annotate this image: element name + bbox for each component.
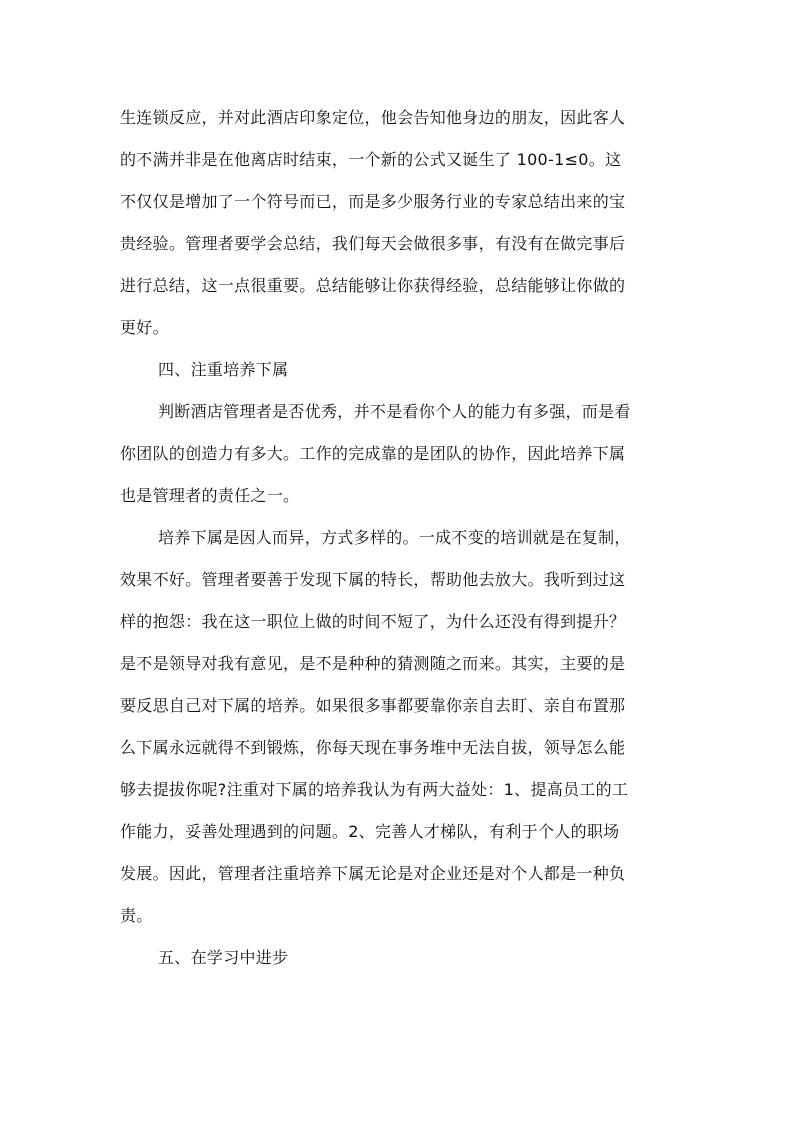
- paragraph-3-line-7: 够去提拔你呢?注重对下属的培养我认为有两大益处：1、提高员工的工: [120, 780, 629, 799]
- paragraph-2-line-2: 你团队的创造力有多大。工作的完成靠的是团队的协作，因此培养下属: [120, 444, 626, 463]
- section-heading-5: 五、在学习中进步: [158, 948, 289, 967]
- paragraph-3-line-5: 要反思自己对下属的培养。如果很多事都要靠你亲自去盯、亲自布置那: [120, 696, 626, 715]
- paragraph-3-line-10: 责。: [120, 906, 153, 925]
- paragraph-1-line-3: 不仅仅是增加了一个符号而已，而是多少服务行业的专家总结出来的宝: [120, 192, 626, 211]
- paragraph-1-line-6: 更好。: [120, 318, 169, 337]
- paragraph-3-line-2: 效果不好。管理者要善于发现下属的特长，帮助他去放大。我听到过这: [120, 570, 626, 589]
- section-heading-4: 四、注重培养下属: [158, 360, 289, 379]
- paragraph-3-line-4: 是不是领导对我有意见，是不是种种的猜测随之而来。其实，主要的是: [120, 654, 626, 673]
- paragraph-1-line-4: 贵经验。管理者要学会总结，我们每天会做很多事，有没有在做完事后: [120, 234, 626, 253]
- paragraph-3-line-6: 么下属永远就得不到锻炼，你每天现在事务堆中无法自拔，领导怎么能: [120, 738, 626, 757]
- paragraph-1-line-1: 生连锁反应，并对此酒店印象定位，他会告知他身边的朋友，因此客人: [120, 108, 626, 127]
- paragraph-1-line-5: 进行总结，这一点很重要。总结能够让你获得经验，总结能够让你做的: [120, 276, 626, 295]
- paragraph-2-line-3: 也是管理者的责任之一。: [120, 486, 300, 505]
- paragraph-3-line-9: 发展。因此，管理者注重培养下属无论是对企业还是对个人都是一种负: [120, 864, 626, 883]
- paragraph-2-line-1: 判断酒店管理者是否优秀，并不是看你个人的能力有多强，而是看: [158, 402, 631, 421]
- paragraph-1-line-2: 的不满并非是在他离店时结束，一个新的公式又诞生了 100-1≤0。这: [120, 150, 622, 169]
- paragraph-3-line-1: 培养下属是因人而异，方式多样的。一成不变的培训就是在复制，: [158, 528, 631, 547]
- document-body: [120, 0, 672, 1123]
- paragraph-3-line-8: 作能力，妥善处理遇到的问题。2、完善人才梯队，有利于个人的职场: [120, 822, 620, 841]
- paragraph-3-line-3: 样的抱怨：我在这一职位上做的时间不短了，为什么还没有得到提升？: [120, 612, 626, 631]
